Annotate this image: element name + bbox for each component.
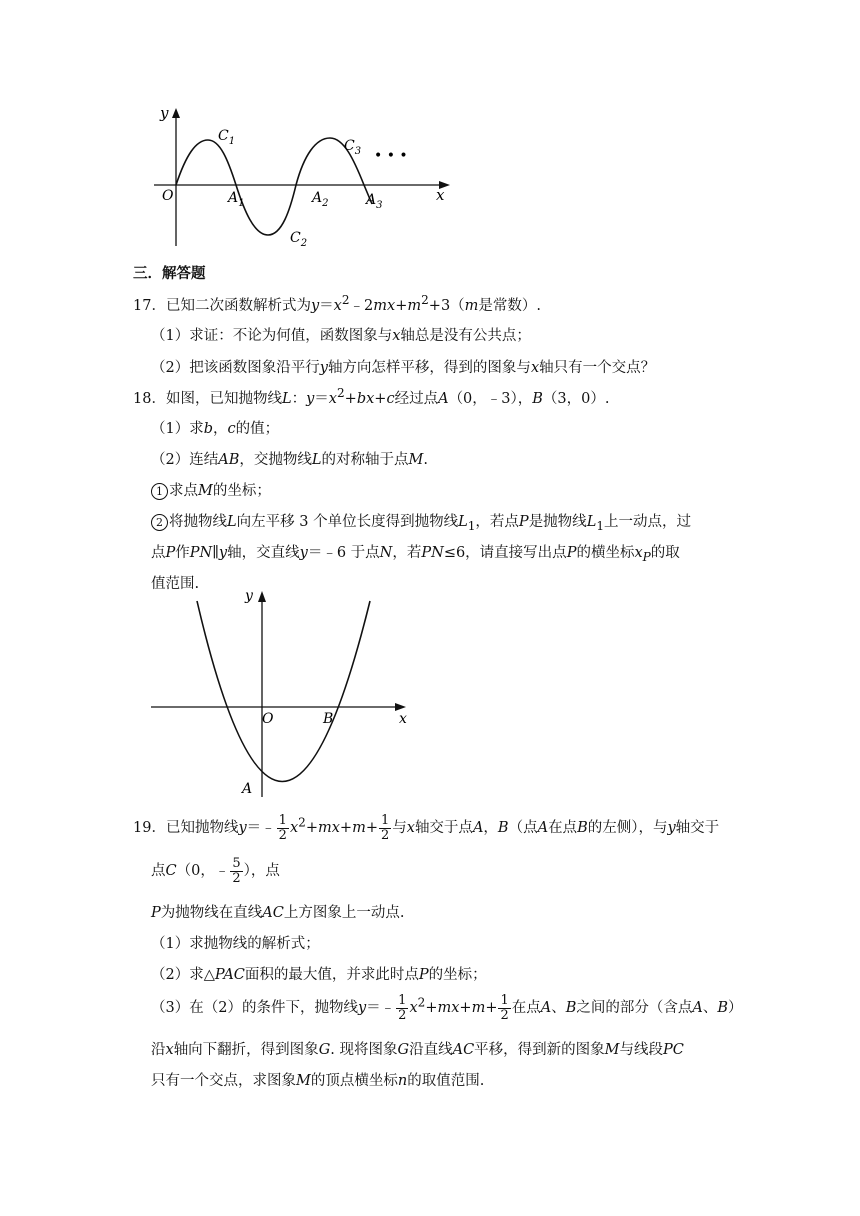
label-x: x [399, 711, 407, 727]
q18-sub1: 1 求点M的坐标； [151, 479, 271, 500]
y-axis-arrow-icon [258, 591, 266, 602]
q19-part3-line1: （3）在（2）的条件下，抛物线y＝﹣ $\frac{1}{2}$ $x^2+mx+m+$ $\frac{1}{2}$ 在点A、B之间的部分（含点A、B） [151, 993, 743, 1023]
label-A3: $A_3$ [366, 192, 383, 211]
label-A2: $A_2$ [312, 190, 329, 209]
q19-stem-line3: P为抛物线在直线AC上方图象上一动点. [151, 905, 405, 921]
q18-stem: 18．如图，已知抛物线L：$y=x^2+bx+c$经过点A（0，﹣3），B（3，0）. [133, 386, 610, 407]
q19-part3-line3: 只有一个交点，求图象M的顶点横坐标n的取值范围. [151, 1073, 485, 1089]
label-y: y [160, 104, 169, 122]
q18-sub2-line2: 点P作PN∥y轴，交直线y＝﹣6 于点N，若PN≤6，请直接写出点P的横坐标$x_P$的取 [151, 545, 680, 564]
label-O: O [162, 188, 174, 204]
q17-stem: 17．已知二次函数解析式为$y=x^2﹣2mx+m^2+3(m$是常数）. [133, 293, 542, 314]
fraction: $\frac{1}{2}$ [278, 813, 287, 843]
label-O: O [262, 711, 274, 727]
y-axis-arrow-icon [172, 108, 180, 118]
figure-parabola [145, 585, 420, 805]
q19-stem-line1: 19．已知抛物线y＝﹣ $\frac{1}{2}$ $x^2+mx+m+$ $\frac{1}{2}$ 与x轴交于点A，B（点A在点B的左侧），与y轴交于 [133, 813, 720, 843]
wave-curve [176, 138, 372, 235]
fraction: $\frac{1}{2}$ [380, 813, 390, 843]
q17-part1: （1）求证：不论为何值，函数图象与x轴总是没有公共点； [151, 328, 531, 344]
label-A: A [242, 781, 253, 797]
q19-part3-line2: 沿x轴向下翻折，得到图象G. 现将图象G沿直线AC平移，得到新的图象M与线段PC [151, 1042, 684, 1058]
q18-sub2-line3: 值范围. [151, 576, 200, 592]
label-y: y [245, 588, 253, 604]
label-A1: $A_1$ [228, 190, 245, 209]
label-x: x [436, 186, 445, 204]
fraction: $\frac{1}{2}$ [398, 993, 407, 1023]
figure-wave [140, 100, 470, 260]
q18-part2: （2）连结AB，交抛物线L的对称轴于点M. [151, 452, 428, 468]
fraction: $\frac{1}{2}$ [500, 993, 509, 1023]
section-title: 三．解答题 [133, 266, 206, 282]
q19-part2: （2）求△PAC面积的最大值，并求此时点P的坐标； [151, 967, 487, 983]
q18-sub2-line1: 2 将抛物线L向左平移 3 个单位长度得到抛物线$L_1$，若点P是抛物线$L_1$上一动点，过 [151, 510, 691, 533]
parabola-curve [197, 601, 370, 782]
q19-part1: （1）求抛物线的解析式； [151, 936, 320, 952]
label-C3: $C_3$ [344, 138, 362, 157]
label-C1: $C_1$ [218, 128, 236, 147]
q17-part2: （2）把该函数图象沿平行y轴方向怎样平移，得到的图象与x轴只有一个交点？ [151, 360, 656, 376]
circled-number-2: 2 [151, 514, 168, 531]
x-axis-arrow-icon [395, 703, 406, 711]
q19-stem-line2: 点C（0，﹣ $\frac{5}{2}$ ），点 [151, 856, 280, 886]
fraction: $\frac{5}{2}$ [232, 856, 241, 886]
circled-number-1: 1 [151, 483, 168, 500]
ellipsis: • • • [374, 148, 408, 164]
q18-part1: （1）求b，c的值； [151, 421, 280, 437]
label-C2: $C_2$ [290, 230, 308, 249]
label-B: B [323, 711, 334, 727]
